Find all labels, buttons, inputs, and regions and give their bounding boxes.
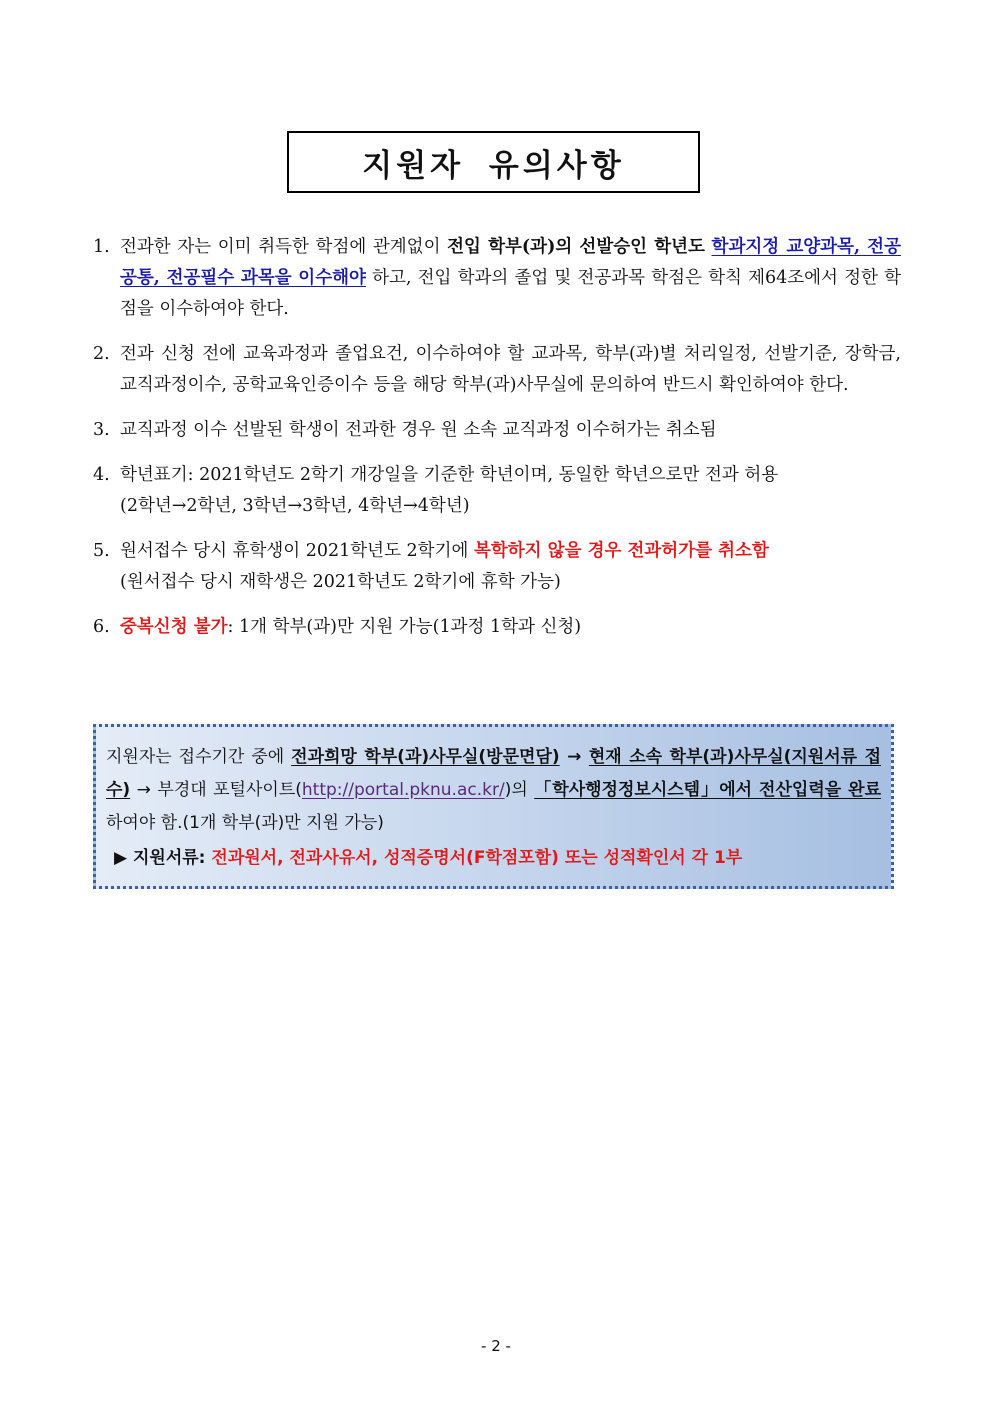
list-item <box>93 232 901 325</box>
item-text <box>120 536 901 598</box>
item-text: 전과 신청 전에 교육과정과 졸업요건, 이수하여야 할 교과목, 학부(과)별 처리일정, 선발기준, 장학금, 교직과정이수, 공학교육인증이수 등을 해당 학부(과)사무실에 문의하여 반드시 확인하여야 한다. <box>120 344 901 395</box>
text-span: : 1개 학부(과)만 지원 가능(1과정 1학과 신청) <box>227 617 582 637</box>
warning-text: 복학하지 않을 경우 전과허가를 취소함 <box>473 541 769 561</box>
list-item <box>93 460 901 522</box>
bold-text: 「학사행정정보시스템」에서 전산입력을 완료 <box>534 780 881 800</box>
text-span: 하여야 함.(1개 학부(과)만 지원 가능) <box>106 813 384 833</box>
list-item <box>93 612 901 643</box>
item-number: 5. <box>93 541 110 561</box>
triangle-right-icon: ▶ <box>114 848 128 868</box>
text-span: 원서접수 당시 휴학생이 2021학년도 2학기에 <box>120 541 474 561</box>
item-text <box>120 232 901 325</box>
list-item <box>93 339 901 401</box>
title-box <box>287 131 700 193</box>
text-span: 지원자는 접수기간 중에 <box>106 747 292 767</box>
text-span: 전과한 자는 이미 취득한 학점에 관계없이 <box>120 237 448 257</box>
documents-value: 전과원서, 전과사유서, 성적증명서(F학점포함) 또는 성적확인서 각 1부 <box>211 848 743 868</box>
text-span: → 부경대 포털사이트( <box>130 780 302 800</box>
arrow-text: → <box>559 747 589 767</box>
application-notice-box <box>93 724 894 889</box>
item-number: 2. <box>93 344 110 364</box>
text-span: )의 <box>504 780 535 800</box>
text-line: (원서접수 당시 재학생은 2021학년도 2학기에 휴학 가능) <box>120 572 561 592</box>
text-span <box>705 237 712 257</box>
text-line: (2학년→2학년, 3학년→3학년, 4학년→4학년) <box>120 496 470 516</box>
text-span: 하고, 전입 학과의 졸업 및 전공과목 학점은 학칙 제64조에서 정한 학점을 이수하여야 한다. <box>120 268 901 319</box>
page-number: - 2 - <box>481 1337 511 1355</box>
item-number: 1. <box>93 237 110 257</box>
text-line: 학년표기: 2021학년도 2학기 개강일을 기준한 학년이며, 동일한 학년으로만 전과 허용 <box>120 465 779 485</box>
bold-text: 전입 학부(과)의 선발승인 학년도 <box>447 237 705 257</box>
list-item <box>93 415 901 446</box>
procedure-text <box>106 741 881 840</box>
documents-line <box>106 842 881 875</box>
documents-label: 지원서류: <box>127 848 212 868</box>
warning-text: 중복신청 불가 <box>120 617 228 637</box>
item-text <box>120 460 901 522</box>
bold-text: 전과희망 학부(과)사무실(방문면담) <box>291 747 560 767</box>
item-text: 교직과정 이수 선발된 학생이 전과한 경우 원 소속 교직과정 이수허가는 취소됨 <box>120 420 717 440</box>
portal-link[interactable]: http://portal.pknu.ac.kr/ <box>301 780 505 800</box>
bold-text: 현재 소속 학부(과)사무실(지원서류 접수) <box>106 747 881 800</box>
item-number: 3. <box>93 420 110 440</box>
highlight-text: 학과지정 교양과목, 전공공통, 전공필수 과목을 이수해야 <box>120 237 901 288</box>
item-number: 4. <box>93 465 110 485</box>
list-item <box>93 536 901 598</box>
page-title: 지원자 유의사항 <box>362 147 625 184</box>
notice-list <box>93 232 901 657</box>
item-text <box>120 612 901 643</box>
item-number: 6. <box>93 617 110 637</box>
